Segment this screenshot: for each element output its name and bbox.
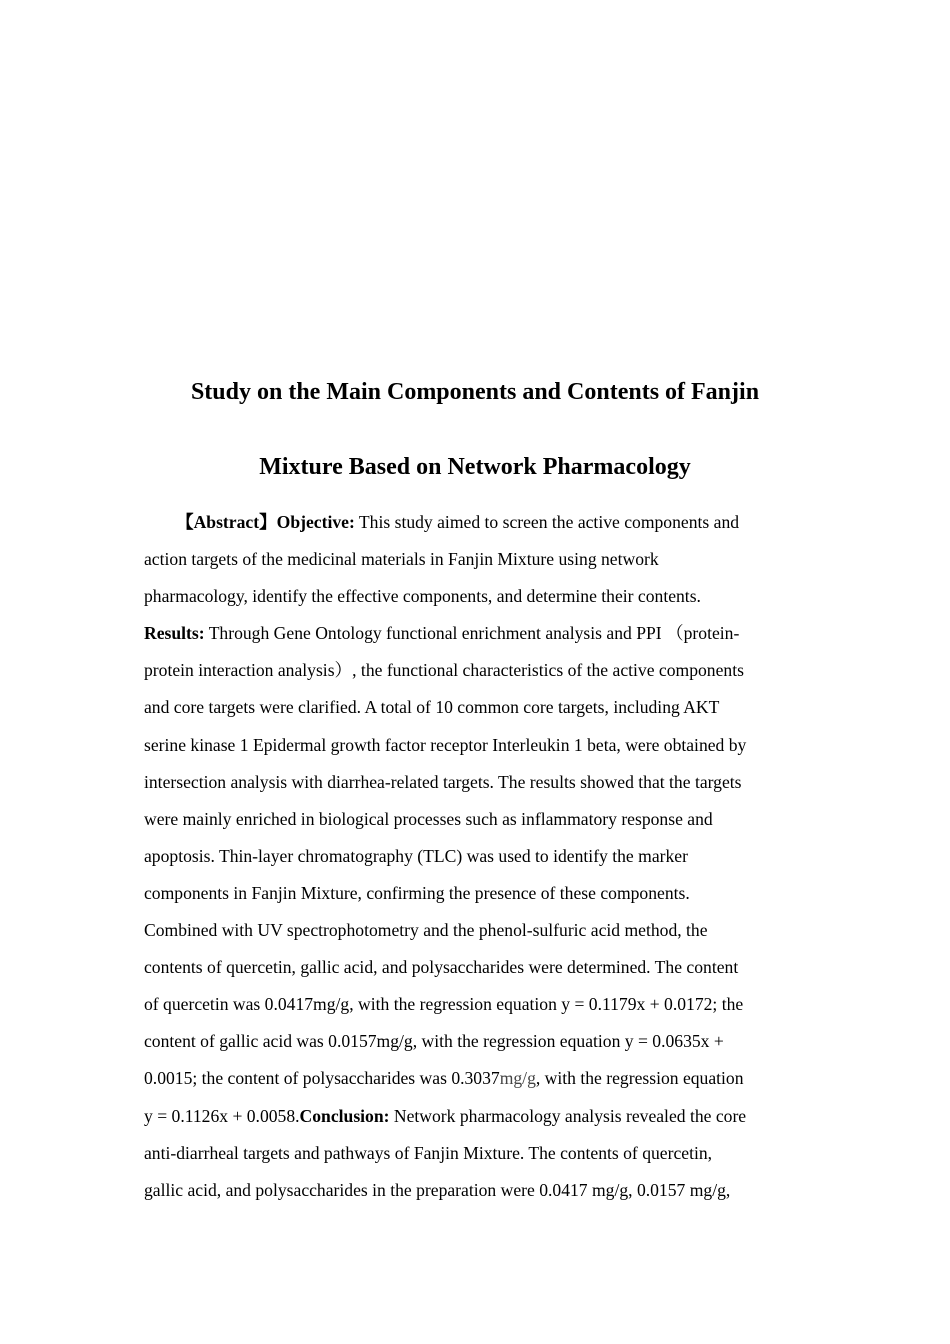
abstract-line: serine kinase 1 Epidermal growth factor receptor Interleukin 1 beta, were obtained by [144,734,747,755]
abstract-text: , with the regression equation [535,1068,744,1089]
abstract-line: content of gallic acid was 0.0157mg/g, with the regression equation y = 0.0635x + [144,1031,724,1052]
abstract-text: 0.0015; the content of polysaccharides was 0.3037 [144,1068,500,1089]
abstract-line [144,504,806,541]
abstract-line [144,1098,806,1135]
objective-label: Objective: [276,512,355,532]
abstract-line: intersection analysis with diarrhea-related targets. The results showed that the targets [144,771,742,792]
abstract-line: gallic acid, and polysaccharides in the preparation were 0.0417 mg/g, 0.0157 mg/g, [144,1179,731,1200]
abstract-text: Network pharmacology analysis revealed the core [389,1105,747,1126]
abstract-line: contents of quercetin, gallic acid, and polysaccharides were determined. The content [144,957,739,978]
abstract-line: were mainly enriched in biological processes such as inflammatory response and [144,808,713,829]
conclusion-label: Conclusion: [299,1105,390,1126]
abstract-line: pharmacology, identify the effective components, and determine their contents. [144,586,701,607]
abstract-line: anti-diarrheal targets and pathways of Fanjin Mixture. The contents of quercetin, [144,1142,713,1163]
abstract-text-unit: mg/g [499,1068,536,1089]
abstract-line: protein interaction analysis）, the functional characteristics of the active components [144,660,744,681]
document-title-line-2: Mixture Based on Network Pharmacology [259,454,691,480]
abstract-line: Combined with UV spectrophotometry and the phenol-sulfuric acid method, the [144,920,708,941]
abstract-line [144,1060,806,1097]
abstract-line: components in Fanjin Mixture, confirming the presence of these components. [144,882,690,903]
abstract-line [144,615,806,652]
abstract-line: apoptosis. Thin-layer chromatography (TLC) was used to identify the marker [144,845,688,866]
abstract-line: action targets of the medicinal materials in Fanjin Mixture using network [144,549,659,570]
abstract-text: Through Gene Ontology functional enrichment analysis and PPI （protein- [204,623,740,644]
results-label: Results: [144,623,205,644]
abstract-line: of quercetin was 0.0417mg/g, with the regression equation y = 0.1179x + 0.0172; the [144,994,744,1015]
abstract-text: y = 0.1126x + 0.0058. [144,1105,300,1126]
document-title-line-1: Study on the Main Components and Contents of Fanjin [190,379,760,405]
abstract-text: This study aimed to screen the active components and [354,512,740,532]
abstract-label: 【Abstract】 [176,512,277,532]
abstract-paragraph [144,504,806,1209]
abstract-line: and core targets were clarified. A total of 10 common core targets, including AKT [144,697,720,718]
